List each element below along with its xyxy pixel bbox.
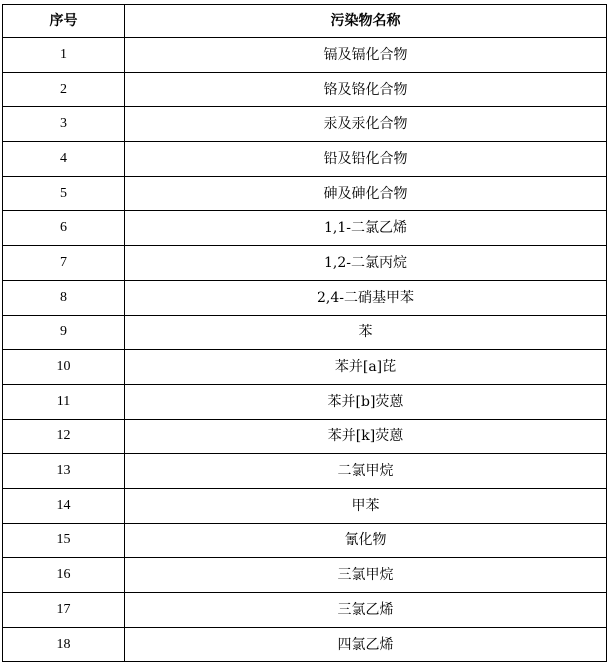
pollutant-name: 汞及汞化合物: [125, 107, 607, 142]
table-row: [3, 384, 607, 419]
pollutant-name: 苯并[k]荧蒽: [125, 419, 607, 454]
row-number: 2: [3, 72, 125, 107]
row-number: 12: [3, 419, 125, 454]
table-row: [3, 419, 607, 454]
row-number: 13: [3, 454, 125, 489]
table-row: [3, 280, 607, 315]
table-header-row: [3, 5, 607, 38]
pollutant-name: 1,2-二氯丙烷: [125, 246, 607, 281]
pollutant-name: 砷及砷化合物: [125, 176, 607, 211]
pollutant-name: 1,1-二氯乙烯: [125, 211, 607, 246]
row-number: 8: [3, 280, 125, 315]
pollutant-name: 铬及铬化合物: [125, 72, 607, 107]
row-number: 3: [3, 107, 125, 142]
table-row: [3, 142, 607, 177]
pollutant-name: 氰化物: [125, 523, 607, 558]
pollutant-name: 苯并[a]芘: [125, 350, 607, 385]
pollutant-name: 苯: [125, 315, 607, 350]
row-number: 14: [3, 488, 125, 523]
header-name: 污染物名称: [125, 5, 607, 38]
row-number: 16: [3, 558, 125, 593]
pollutant-name: 四氯乙烯: [125, 627, 607, 662]
row-number: 5: [3, 176, 125, 211]
pollutant-name: 镉及镉化合物: [125, 38, 607, 73]
pollutant-name: 三氯乙烯: [125, 593, 607, 628]
table-row: [3, 38, 607, 73]
row-number: 17: [3, 593, 125, 628]
row-number: 6: [3, 211, 125, 246]
table-row: [3, 315, 607, 350]
pollutant-table: [2, 4, 607, 662]
row-number: 7: [3, 246, 125, 281]
row-number: 10: [3, 350, 125, 385]
table-row: [3, 107, 607, 142]
table-row: [3, 488, 607, 523]
row-number: 1: [3, 38, 125, 73]
table-row: [3, 454, 607, 489]
pollutant-name: 甲苯: [125, 488, 607, 523]
row-number: 18: [3, 627, 125, 662]
row-number: 11: [3, 384, 125, 419]
pollutant-name: 铅及铅化合物: [125, 142, 607, 177]
table-row: [3, 627, 607, 662]
table-row: [3, 523, 607, 558]
table-row: [3, 246, 607, 281]
pollutant-name: 二氯甲烷: [125, 454, 607, 489]
header-number: 序号: [3, 5, 125, 38]
row-number: 4: [3, 142, 125, 177]
table-row: [3, 176, 607, 211]
row-number: 15: [3, 523, 125, 558]
table-row: [3, 72, 607, 107]
pollutant-name: 苯并[b]荧蒽: [125, 384, 607, 419]
table-row: [3, 350, 607, 385]
table-row: [3, 558, 607, 593]
pollutant-name: 三氯甲烷: [125, 558, 607, 593]
table-row: [3, 211, 607, 246]
pollutant-name: 2,4-二硝基甲苯: [125, 280, 607, 315]
table-row: [3, 593, 607, 628]
row-number: 9: [3, 315, 125, 350]
